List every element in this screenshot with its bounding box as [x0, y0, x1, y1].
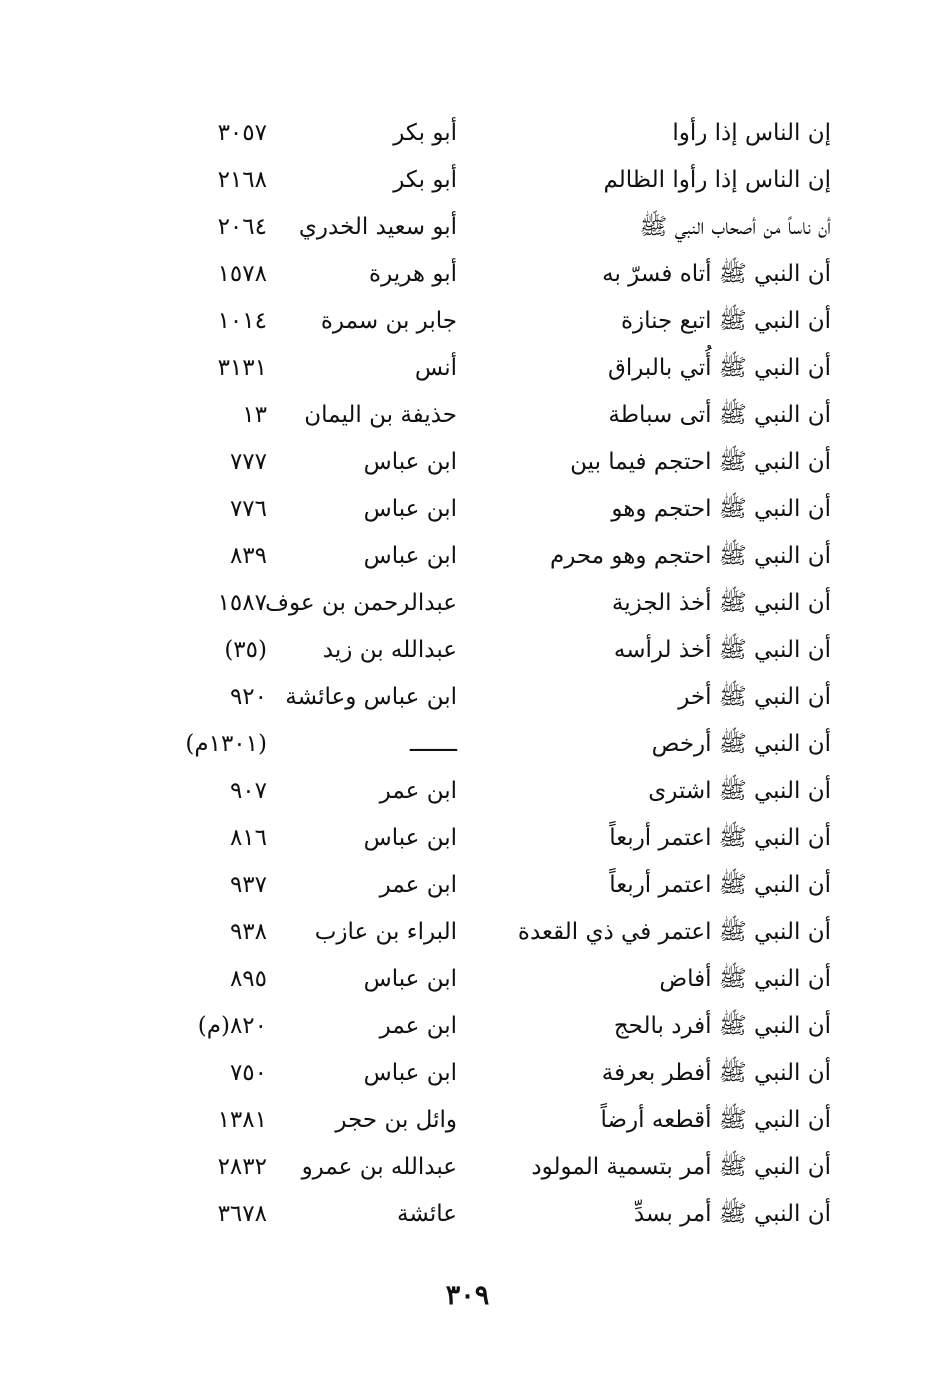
hadith-opening-text: أن النبي ﷺ أخر: [678, 684, 831, 710]
index-entry-row: [0, 1097, 935, 1144]
index-entry-row: [0, 1003, 935, 1050]
index-entry-row: [0, 627, 935, 674]
hadith-number: ٧٧٦: [229, 496, 267, 522]
narrator-name: ـــــــ: [409, 731, 457, 757]
narrator-name: وائل بن حجر: [335, 1107, 457, 1133]
narrator-name: أنس: [414, 355, 457, 381]
hadith-opening-text: أن النبي ﷺ أتى سباطة: [608, 402, 831, 428]
hadith-number: (٣٥): [224, 637, 267, 663]
narrator-name: ابن عمر: [379, 872, 457, 898]
hadith-number: ٨٢٠(م): [197, 1013, 267, 1039]
hadith-number: ٨٣٩: [229, 543, 267, 569]
index-entry-row: [0, 1144, 935, 1191]
hadith-opening-text: أن النبي ﷺ أفطر بعرفة: [601, 1060, 831, 1086]
hadith-opening-text: أن النبي ﷺ أمر بتسمية المولود: [531, 1154, 831, 1180]
index-entry-row: [0, 110, 935, 157]
hadith-opening-text: أن النبي ﷺ أمر بسدِّ: [633, 1201, 831, 1227]
hadith-opening-text: أن النبي ﷺ أتاه فسرّ به: [602, 261, 831, 287]
index-entry-row: [0, 815, 935, 862]
narrator-name: أبو بكر: [393, 167, 457, 193]
hadith-number: ١٠١٤: [217, 308, 267, 334]
index-entry-row: [0, 251, 935, 298]
hadith-opening-text: أن النبي ﷺ احتجم فيما بين: [570, 449, 831, 475]
hadith-number: ٣٦٧٨: [217, 1201, 267, 1227]
hadith-opening-text: أن النبي ﷺ احتجم وهو: [611, 496, 831, 522]
hadith-opening-text: أن النبي ﷺ أرخص: [651, 731, 831, 757]
hadith-number: ٧٧٧: [229, 449, 267, 475]
hadith-number: ٨٩٥: [229, 966, 267, 992]
index-entry-row: [0, 721, 935, 768]
narrator-name: ابن عباس: [363, 449, 457, 475]
index-entry-row: [0, 486, 935, 533]
narrator-name: ابن عباس: [363, 825, 457, 851]
index-entry-row: [0, 862, 935, 909]
hadith-number: ٩٢٠: [229, 684, 267, 710]
narrator-name: عبدالله بن زيد: [322, 637, 457, 663]
narrator-name: أبو هريرة: [369, 261, 457, 287]
hadith-opening-text: أن النبي ﷺ أخذ لرأسه: [613, 637, 831, 663]
narrator-name: عبدالرحمن بن عوف: [265, 590, 457, 616]
narrator-name: ابن عباس: [363, 1060, 457, 1086]
hadith-number: ٣٠٥٧: [217, 120, 267, 146]
hadith-opening-text: أن النبي ﷺ أفاض: [659, 966, 831, 992]
page-number: ٣٠٩: [445, 1280, 490, 1311]
index-entry-row: [0, 204, 935, 251]
hadith-number: ٨١٦: [229, 825, 267, 851]
index-entry-row: [0, 345, 935, 392]
hadith-opening-text: أن النبي ﷺ اعتمر أربعاً: [609, 825, 831, 851]
hadith-opening-text: أن النبي ﷺ أقطعه أرضاً: [600, 1107, 831, 1133]
index-entry-row: [0, 674, 935, 721]
index-entry-row: [0, 580, 935, 627]
hadith-number: ٣١٣١: [217, 355, 267, 381]
hadith-number: ٢١٦٨: [217, 167, 267, 193]
narrator-name: حذيفة بن اليمان: [304, 402, 457, 428]
index-entry-row: [0, 157, 935, 204]
index-entry-row: [0, 1191, 935, 1238]
narrator-name: ابن عباس: [363, 543, 457, 569]
hadith-number: ٩٠٧: [229, 778, 267, 804]
hadith-opening-text: إن الناس إذا رأوا الظالم: [603, 167, 831, 193]
hadith-number: ٩٣٨: [229, 919, 267, 945]
index-entry-row: [0, 909, 935, 956]
index-entry-row: [0, 298, 935, 345]
narrator-name: ابن عباس وعائشة: [285, 684, 457, 710]
narrator-name: عبدالله بن عمرو: [301, 1154, 457, 1180]
hadith-number: ٩٣٧: [229, 872, 267, 898]
hadith-index-list: [0, 110, 935, 1238]
hadith-opening-text: أن النبي ﷺ اتبع جنازة: [620, 308, 831, 334]
index-entry-row: [0, 392, 935, 439]
hadith-number: ١٣: [242, 402, 267, 428]
hadith-number: ١٥٧٨: [217, 261, 267, 287]
hadith-number: ٧٥٠: [229, 1060, 267, 1086]
hadith-number: ٢٨٣٢: [217, 1154, 267, 1180]
index-entry-row: [0, 533, 935, 580]
narrator-name: أبو سعيد الخدري: [298, 214, 457, 240]
hadith-number: (١٣٠١م): [185, 731, 267, 757]
hadith-opening-text: أن النبي ﷺ أُتي بالبراق: [607, 355, 831, 381]
hadith-number: ١٣٨١: [217, 1107, 267, 1133]
narrator-name: ابن عمر: [379, 778, 457, 804]
hadith-opening-text: أن النبي ﷺ اعتمر أربعاً: [609, 872, 831, 898]
hadith-opening-text: أن ناساً من أصحاب النبي ﷺ: [639, 214, 831, 240]
index-entry-row: [0, 956, 935, 1003]
hadith-opening-text: أن النبي ﷺ أفرد بالحج: [613, 1013, 831, 1039]
hadith-number: ١٥٨٧: [217, 590, 267, 616]
index-entry-row: [0, 439, 935, 486]
hadith-opening-text: إن الناس إذا رأوا: [672, 120, 831, 146]
index-entry-row: [0, 1050, 935, 1097]
narrator-name: عائشة: [397, 1201, 457, 1227]
hadith-opening-text: أن النبي ﷺ اعتمر في ذي القعدة: [517, 919, 831, 945]
narrator-name: أبو بكر: [393, 120, 457, 146]
hadith-opening-text: أن النبي ﷺ اشترى: [648, 778, 831, 804]
hadith-number: ٢٠٦٤: [217, 214, 267, 240]
narrator-name: ابن عباس: [363, 966, 457, 992]
hadith-opening-text: أن النبي ﷺ احتجم وهو محرم: [550, 543, 831, 569]
narrator-name: جابر بن سمرة: [320, 308, 457, 334]
narrator-name: ابن عمر: [379, 1013, 457, 1039]
narrator-name: ابن عباس: [363, 496, 457, 522]
narrator-name: البراء بن عازب: [314, 919, 457, 945]
index-entry-row: [0, 768, 935, 815]
hadith-opening-text: أن النبي ﷺ أخذ الجزية: [611, 590, 831, 616]
